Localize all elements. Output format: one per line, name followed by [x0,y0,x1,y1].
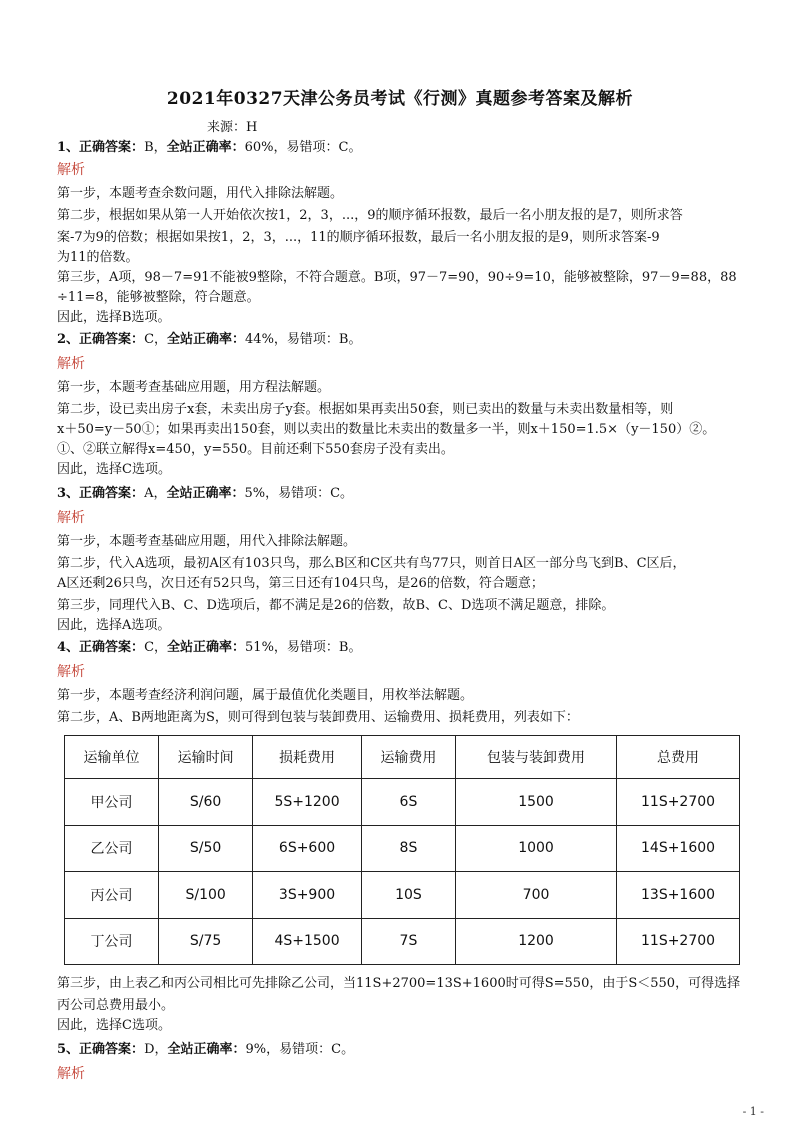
q1-line: 为11的倍数。 [57,250,139,265]
q2-answer-line [57,330,769,350]
q1-answer-line [57,138,769,158]
q3-rate: 5%，易错项：C。 [244,486,354,501]
q2-rate-label: 全站正确率： [167,332,246,347]
q1-line: 第一步，本题考查余数问题，用代入排除法解题。 [57,186,344,201]
table-cell: 14S+1600 [617,825,740,872]
table-cell: 8S [361,825,455,872]
q3-analysis-heading: 解析 [57,510,85,526]
q4-answer-line [57,638,769,658]
table-cell: 丙公司 [65,872,159,919]
q5-number: 5、 [57,1042,80,1057]
table-cell: 6S [361,779,455,826]
source-line: 来源：H [207,120,258,135]
table-cell: S/100 [159,872,253,919]
table-cell: 1500 [455,779,616,826]
q2-rate: 44%，易错项：B。 [245,332,362,347]
q1-rate: 60%，易错项：C。 [244,140,362,155]
table-header-cell: 总费用 [617,736,740,779]
table-header-cell: 包装与装卸费用 [455,736,616,779]
q5-rate: 9%，易错项：C。 [245,1042,355,1057]
q3-answer-line [57,484,769,504]
q1-line: 因此，选择B选项。 [57,310,171,325]
q3-number: 3、 [57,486,80,501]
q2-line: 因此，选择C选项。 [57,462,171,477]
q4-line: 第一步，本题考查经济利润问题，属于最值优化类题目，用枚举法解题。 [57,688,474,703]
q1-line: 第三步，A项，98－7=91不能被9整除，不符合题意。B项，97－7=90，90÷9=10，能够被整除，97－9=88，88 [57,270,737,285]
cost-table [64,735,740,965]
table-cell: 7S [361,918,455,965]
q1-correct-label: 正确答案： [79,140,145,155]
q1-line: 第二步，根据如果从第一人开始依次按1，2，3，...，9的顺序循环报数，最后一名小朋友报的是7，则所求答 [57,208,683,223]
table-row [65,825,740,872]
q4-rate-label: 全站正确率： [167,640,246,655]
q4-answer: C， [144,640,168,655]
table-row [65,779,740,826]
q4-line: 第二步，A、B两地距离为S，则可得到包装与装卸费用、运输费用、损耗费用，列表如下： [57,710,579,725]
q2-line: 第二步，设已卖出房子x套，未卖出房子y套。根据如果再卖出50套，则已卖出的数量与未卖出数量相等，则 [57,402,674,417]
q3-answer: A， [144,486,167,501]
q5-analysis-heading: 解析 [57,1066,85,1082]
q5-answer: D， [144,1042,168,1057]
q1-line: ÷11=8，能够被整除，符合题意。 [57,290,260,305]
q1-answer: B， [144,140,167,155]
q2-line: ①、②联立解得x=450，y=550。目前还剩下550套房子没有卖出。 [57,442,454,457]
q5-rate-label: 全站正确率： [167,1042,246,1057]
q3-line: 第二步，代入A选项，最初A区有103只鸟，那么B区和C区共有鸟77只，则首日A区一部分鸟飞到B、C区后， [57,556,686,571]
table-header-row [65,736,740,779]
q2-analysis-heading: 解析 [57,356,85,372]
q2-line: 第一步，本题考查基础应用题，用方程法解题。 [57,380,331,395]
q4-correct-label: 正确答案： [79,640,145,655]
q2-number: 2、 [57,332,80,347]
q4-line: 因此，选择C选项。 [57,1018,171,1033]
q4-analysis-heading: 解析 [57,664,85,680]
table-cell: 5S+1200 [253,779,362,826]
table-cell: 1000 [455,825,616,872]
q3-correct-label: 正确答案： [79,486,145,501]
q4-line: 第三步，由上表乙和丙公司相比可先排除乙公司，当11S+2700=13S+1600时可得S=550，由于S＜550，可得选择 [57,976,741,991]
page-number: - 1 - [742,1105,764,1118]
q5-correct-label: 正确答案： [79,1042,145,1057]
q2-answer: C， [144,332,168,347]
q3-rate-label: 全站正确率： [166,486,245,501]
q1-analysis-heading: 解析 [57,162,85,178]
table-cell: 1200 [455,918,616,965]
q1-line: 案-7为9的倍数；根据如果按1，2，3，...，11的顺序循环报数，最后一名小朋友报的是9，则所求答案-9 [57,230,660,245]
table-header-cell: 运输费用 [361,736,455,779]
table-header-cell: 运输单位 [65,736,159,779]
q4-rate: 51%，易错项：B。 [245,640,362,655]
table-cell: 11S+2700 [617,779,740,826]
table-header-cell: 损耗费用 [253,736,362,779]
q4-line: 丙公司总费用最小。 [57,998,175,1013]
q4-number: 4、 [57,640,80,655]
table-cell: 甲公司 [65,779,159,826]
q3-line: 第一步，本题考查基础应用题，用代入排除法解题。 [57,534,357,549]
table-cell: 700 [455,872,616,919]
q2-line: x＋50=y－50①；如果再卖出150套，则以卖出的数量比未卖出的数量多一半，则x＋150=1.5×（y－150）②。 [57,422,716,437]
q3-line: 第三步，同理代入B、C、D选项后，都不满足是26的倍数，故B、C、D选项不满足题意，排除。 [57,598,615,613]
q3-line: 因此，选择A选项。 [57,618,171,633]
table-row [65,918,740,965]
table-cell: 4S+1500 [253,918,362,965]
table-cell: S/50 [159,825,253,872]
q1-rate-label: 全站正确率： [166,140,245,155]
q1-number: 1、 [57,140,80,155]
page-title: 2021年0327天津公务员考试《行测》真题参考答案及解析 [166,89,634,109]
table-cell: 乙公司 [65,825,159,872]
table-cell: 11S+2700 [617,918,740,965]
table-cell: S/60 [159,779,253,826]
table-cell: S/75 [159,918,253,965]
table-row [65,872,740,919]
table-cell: 3S+900 [253,872,362,919]
q3-line: A区还剩26只鸟，次日还有52只鸟，第三日还有104只鸟，是26的倍数，符合题意； [57,576,544,591]
table-header-cell: 运输时间 [159,736,253,779]
q2-correct-label: 正确答案： [79,332,145,347]
q5-answer-line [57,1040,769,1060]
table-cell: 13S+1600 [617,872,740,919]
table-cell: 10S [361,872,455,919]
table-cell: 丁公司 [65,918,159,965]
table-cell: 6S+600 [253,825,362,872]
